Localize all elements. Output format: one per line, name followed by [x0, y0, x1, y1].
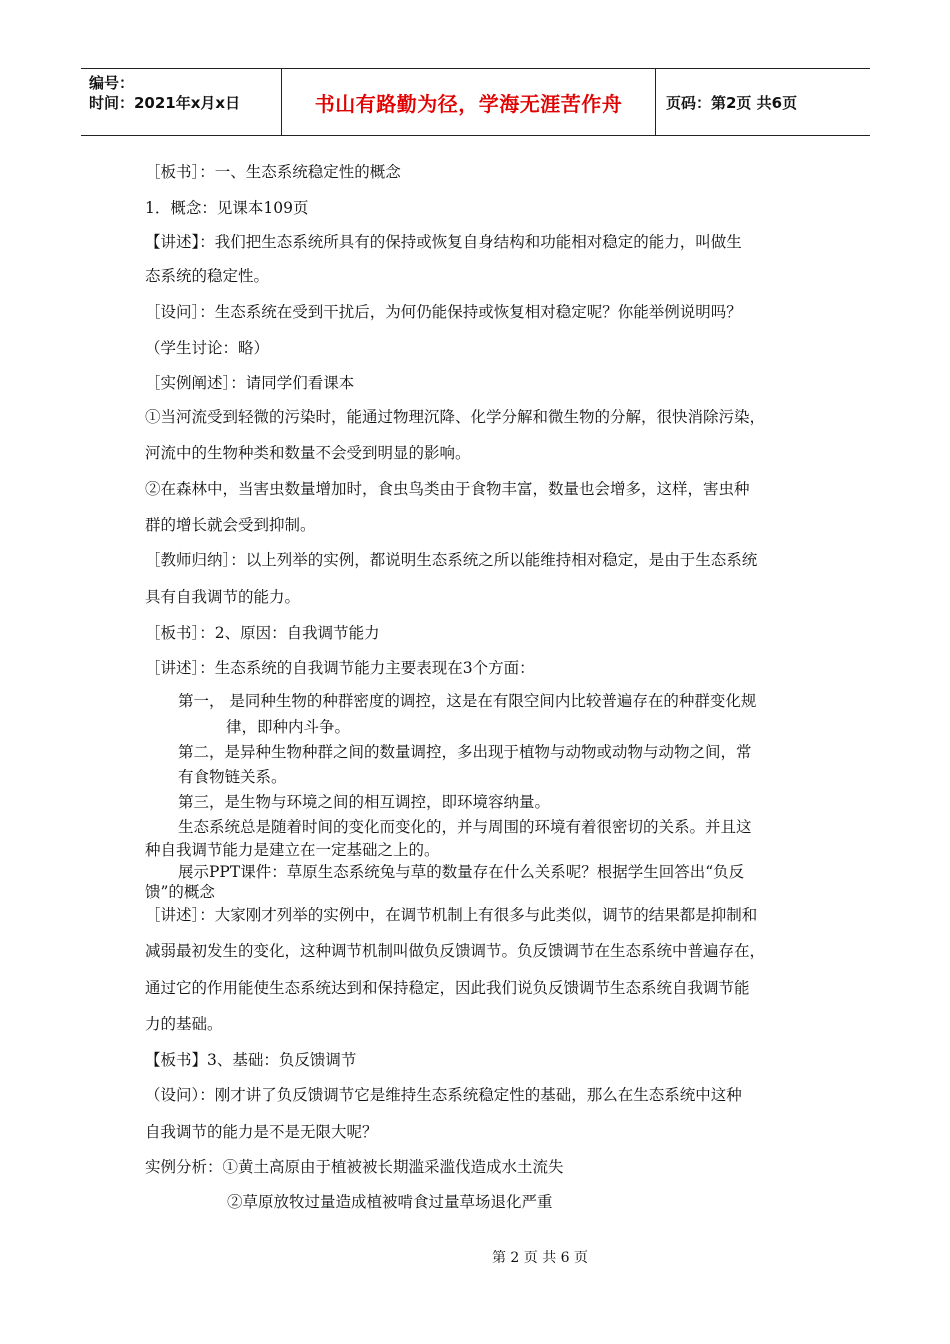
text-line: ［讲述］：大家刚才列举的实例中，在调节机制上有很多与此类似，调节的结果都是抑制和	[145, 906, 758, 924]
text-line: 有食物链关系。	[178, 768, 287, 786]
text-line: （设问）：刚才讲了负反馈调节它是维持生态系统稳定性的基础，那么在生态系统中这种	[145, 1086, 742, 1104]
header-meta	[81, 69, 282, 135]
text-line: 减弱最初发生的变化，这种调节机制叫做负反馈调节。负反馈调节在生态系统中普遍存在，	[145, 942, 766, 960]
text-line: 第一， 是同种生物的种群密度的调控，这是在有限空间内比较普遍存在的种群变化规	[178, 692, 757, 710]
text-line: （学生讨论：略）	[145, 339, 270, 357]
date-label: 时间：2021年x月x日	[89, 94, 241, 112]
text-line: 自我调节的能力是不是无限大呢？	[145, 1123, 378, 1141]
text-line: 【讲述】：我们把生态系统所具有的保持或恢复自身结构和功能相对稳定的能力，叫做生	[145, 233, 742, 251]
header-page-label: 页码：第2页 共6页	[666, 93, 798, 112]
text-line: 生态系统总是随着时间的变化而变化的，并与周围的环境有着很密切的关系。并且这	[178, 818, 752, 836]
text-line: 馈”的概念	[145, 883, 215, 901]
text-line: 律，即种内斗争。	[226, 718, 351, 736]
text-line: 具有自我调节的能力。	[145, 588, 301, 606]
text-line: ［板书］：一、生态系统稳定性的概念	[145, 163, 401, 181]
document-header	[81, 68, 870, 136]
text-line: 态系统的稳定性。	[145, 267, 270, 285]
text-line: ［教师归纳］：以上列举的实例，都说明生态系统之所以能维持相对稳定，是由于生态系统	[145, 551, 758, 569]
text-line: ［板书］：2、原因：自我调节能力	[145, 624, 380, 642]
text-line: ［讲述］：生态系统的自我调节能力主要表现在3个方面：	[145, 659, 535, 677]
text-line: 群的增长就会受到抑制。	[145, 516, 316, 534]
text-line: 【板书】3、基础：负反馈调节	[145, 1051, 357, 1069]
text-line: ②在森林中，当害虫数量增加时，食虫鸟类由于食物丰富，数量也会增多，这样，害虫种	[145, 480, 750, 498]
text-line: 河流中的生物种类和数量不会受到明显的影响。	[145, 444, 471, 462]
header-motto: 书山有路勤为径，学海无涯苦作舟	[282, 69, 656, 135]
text-line: ［实例阐述］：请同学们看课本	[145, 374, 355, 392]
page-footer: 第 2 页 共 6 页	[491, 1250, 589, 1266]
text-line: 第二，是异种生物种群之间的数量调控，多出现于植物与动物或动物与动物之间，常	[178, 743, 752, 761]
text-line: 1．概念：见课本109页	[145, 199, 309, 217]
text-line: 通过它的作用能使生态系统达到和保持稳定，因此我们说负反馈调节生态系统自我调节能	[145, 979, 750, 997]
text-line: ［设问］：生态系统在受到干扰后，为何仍能保持或恢复相对稳定呢？你能举例说明吗？	[145, 303, 742, 321]
text-line: 实例分析：①黄土高原由于植被被长期滥采滥伐造成水土流失	[145, 1158, 564, 1176]
number-label: 编号：	[89, 74, 135, 92]
text-line: 第三，是生物与环境之间的相互调控，即环境容纳量。	[178, 793, 551, 811]
text-line: 种自我调节能力是建立在一定基础之上的。	[145, 841, 440, 859]
text-line: 展示PPT课件：草原生态系统兔与草的数量存在什么关系呢？根据学生回答出“负反	[178, 863, 745, 881]
text-line: 力的基础。	[145, 1015, 223, 1033]
text-line: ①当河流受到轻微的污染时，能通过物理沉降、化学分解和微生物的分解，很快消除污染，	[145, 408, 766, 426]
text-line: ②草原放牧过量造成植被啃食过量草场退化严重	[227, 1193, 553, 1211]
